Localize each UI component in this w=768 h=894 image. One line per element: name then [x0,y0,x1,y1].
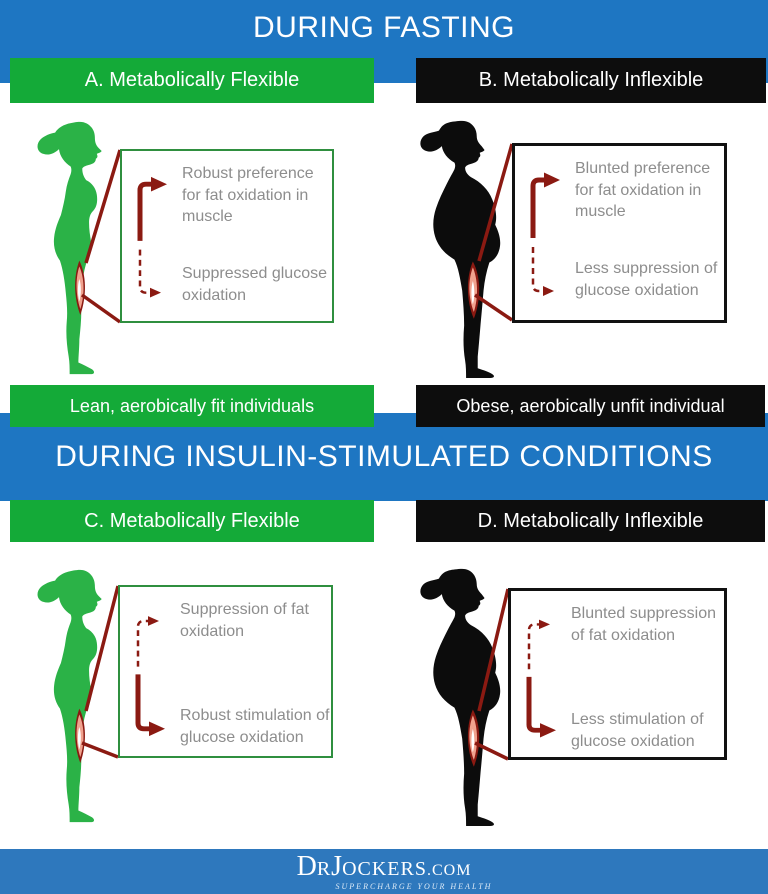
panel-c-label: C. Metabolically Flexible [84,509,300,532]
panel-c-header-bar [10,500,374,542]
panel-d-label: D. Metabolically Inflexible [477,509,704,532]
panel-b-header-bar [416,58,766,103]
panel-b-caption-bar [416,385,765,427]
brand-letter-d: D [296,850,317,882]
panel-c-item1: Suppression of fat oxidation [180,601,309,640]
obese-woman-silhouette [420,121,500,378]
panel-b-caption: Obese, aerobically unfit individual [456,395,725,416]
panel-c-infobox [118,585,333,758]
panel-c-item2: Robust stimulation of glucose oxidation [180,707,330,746]
solid-up-arrow-icon [140,177,167,241]
panel-a-infobox [120,149,334,323]
panel-c [0,553,384,833]
panel-a-label: A. Metabolically Flexible [84,69,300,91]
brand-ockers: OCKERS [342,857,427,880]
panel-d-item2: Less stimulation of glucose oxidation [571,711,704,750]
brand-com: .COM [426,861,472,879]
brand-letter-r: R [316,857,332,880]
panel-d-item1: Blunted suppression of fat oxidation [571,605,716,644]
panel-d [384,553,768,833]
panel-b-infobox [512,143,727,323]
panel-d-infobox [508,588,727,760]
drjockers-logo [296,850,472,882]
dashed-down-arrow-icon [140,250,161,298]
obese-woman-figure [420,121,500,378]
brand-letter-j: J [331,850,343,882]
solid-up-arrow-icon [533,173,560,239]
panel-b-label: B. Metabolically Inflexible [478,69,704,91]
obese-woman-silhouette [420,569,500,826]
panel-a [0,103,384,383]
insulin-title: DURING INSULIN-STIMULATED CONDITIONS [55,440,713,473]
footer-band [0,849,768,894]
lean-woman-figure [38,570,102,822]
panel-a-caption-bar [10,385,374,427]
panel-d-header-bar [416,500,765,542]
dashed-up-arrow-icon [529,620,550,670]
solid-down-arrow-icon [529,677,556,738]
brand-tagline: SUPERCHARGE YOUR HEALTH [335,881,493,891]
fasting-title: DURING FASTING [252,11,515,44]
lean-woman-silhouette [38,570,102,822]
panel-a-header-bar [10,58,374,103]
panel-a-caption: Lean, aerobically fit individuals [69,395,315,416]
solid-down-arrow-icon [138,674,165,736]
panel-a-item1: Robust preference for fat oxidation in muscle [182,165,314,226]
dashed-down-arrow-icon [533,247,554,296]
panel-a-item2: Suppressed glucose oxidation [182,265,327,304]
obese-woman-figure [420,569,500,826]
panel-b-item2: Less suppression of glucose oxidation [575,260,718,299]
panel-b [384,103,768,383]
dashed-up-arrow-icon [138,616,159,667]
panel-b-item1: Blunted preference for fat oxidation in muscle [575,160,711,221]
